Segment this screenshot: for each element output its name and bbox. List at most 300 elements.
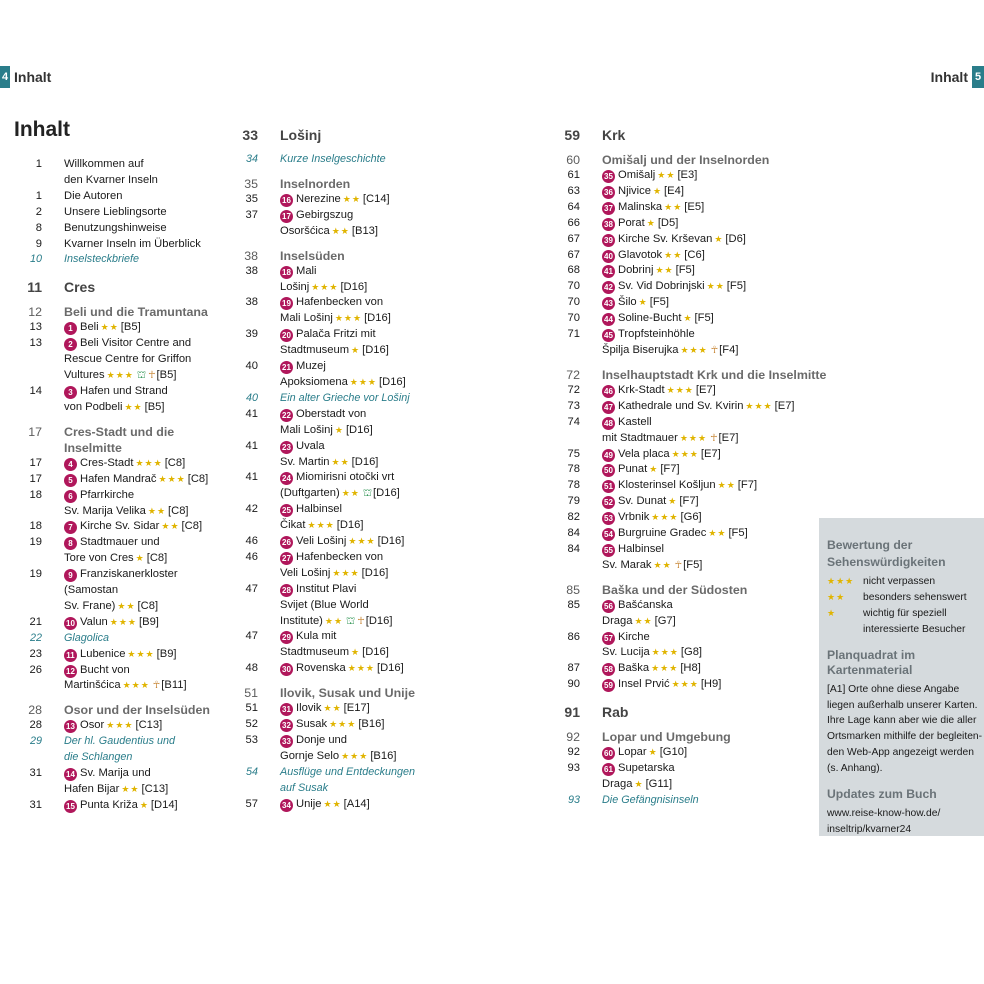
map-grid-ref: [C8] bbox=[181, 520, 203, 533]
toc-page-number-text: 82 bbox=[567, 511, 580, 524]
legend-grid-text: Ihre Lage kann aber wie die aller bbox=[827, 715, 977, 727]
star-rating-icon: ★★ bbox=[664, 249, 683, 260]
star-rating-icon: ★★★ bbox=[666, 384, 694, 395]
toc-entry bbox=[240, 264, 530, 280]
map-grid-ref: [C13] bbox=[141, 783, 169, 795]
entry-label: Dobrinj bbox=[618, 264, 654, 277]
map-grid-ref: [B9] bbox=[156, 647, 177, 660]
entry-label: Bucht von bbox=[80, 663, 130, 676]
toc-page-number-text: 29 bbox=[29, 735, 42, 748]
entry-label: Unsere Lieblingsorte bbox=[64, 205, 167, 218]
star-rating-icon: ★★ bbox=[323, 703, 342, 714]
entry-label: Hafen und Strand bbox=[80, 384, 168, 397]
toc-entry-text bbox=[602, 542, 812, 558]
toc-entry bbox=[24, 157, 224, 173]
toc-entry bbox=[24, 488, 224, 504]
entry-label: mit Stadtmauer bbox=[602, 431, 678, 444]
toc-entry-text bbox=[64, 583, 224, 599]
entry-label: Kurze Inselgeschichte bbox=[280, 153, 386, 165]
toc-entry bbox=[562, 295, 812, 311]
toc-entry bbox=[240, 248, 530, 264]
map-grid-ref: [F5] bbox=[649, 296, 670, 309]
legend-rating-row bbox=[827, 606, 984, 622]
toc-entry bbox=[24, 384, 224, 400]
star-rating-icon: ★★ bbox=[827, 591, 846, 602]
marker-number-icon: 23 bbox=[280, 441, 293, 454]
toc-page-number-text: 79 bbox=[567, 495, 580, 508]
toc-entry-text bbox=[64, 678, 224, 694]
entry-label: Baška bbox=[618, 662, 650, 675]
toc-page-number bbox=[562, 232, 602, 248]
toc-entry bbox=[562, 761, 812, 777]
toc-entry bbox=[24, 205, 224, 221]
toc-page-number bbox=[240, 192, 280, 208]
toc-page-number bbox=[562, 311, 602, 327]
toc-entry bbox=[562, 598, 812, 614]
star-rating-icon: ★★★ bbox=[158, 473, 186, 484]
marker-number-icon: 42 bbox=[602, 281, 615, 294]
entry-label: Vrbnik bbox=[618, 511, 650, 524]
toc-entry-text bbox=[602, 777, 812, 793]
map-grid-ref: [C6] bbox=[684, 248, 705, 261]
star-rating-icon: ★★★ bbox=[651, 647, 679, 658]
toc-page-number bbox=[240, 295, 280, 311]
toc-page-number bbox=[562, 614, 602, 630]
toc-entry bbox=[24, 456, 224, 472]
marker-number-icon: 33 bbox=[280, 735, 293, 748]
toc-page-number-text: 51 bbox=[244, 686, 258, 701]
toc-entry bbox=[240, 192, 530, 208]
kids-icon: ☥ bbox=[710, 432, 718, 444]
toc-entry bbox=[562, 745, 812, 761]
entry-label: Omišalj bbox=[618, 169, 656, 181]
toc-entry bbox=[562, 152, 812, 168]
toc-entry bbox=[240, 701, 530, 717]
toc-page-number-text: 35 bbox=[244, 176, 258, 191]
toc-entry bbox=[240, 518, 530, 534]
toc-page-number-text: 64 bbox=[567, 200, 580, 213]
toc-entry bbox=[240, 582, 530, 598]
entry-label: von Podbeli bbox=[64, 400, 123, 413]
toc-entry bbox=[24, 320, 224, 336]
toc-entry bbox=[240, 661, 530, 677]
entry-label: Inselnorden bbox=[280, 176, 351, 191]
entry-label: Veli Lošinj bbox=[296, 535, 347, 548]
entry-label: Gebirgszug bbox=[296, 208, 354, 221]
toc-page-number bbox=[24, 384, 64, 400]
toc-page-number bbox=[240, 486, 280, 502]
toc-entry-text bbox=[64, 173, 224, 189]
toc-entry bbox=[24, 189, 224, 205]
toc-entry bbox=[240, 717, 530, 733]
toc-page-number bbox=[24, 702, 64, 718]
toc-entry bbox=[240, 645, 530, 661]
toc-page-number bbox=[562, 558, 602, 574]
map-grid-ref: [C8] bbox=[164, 456, 186, 469]
toc-entry bbox=[562, 677, 812, 693]
star-rating-icon: ★ bbox=[648, 747, 658, 758]
entry-label: Sv. Frane) bbox=[64, 599, 116, 612]
toc-page-number-text: 53 bbox=[245, 734, 258, 746]
marker-number-icon: 55 bbox=[602, 544, 615, 557]
toc-page-number-text: 2 bbox=[35, 205, 42, 218]
toc-page-number bbox=[24, 734, 64, 750]
entry-label: Inselsüden bbox=[280, 248, 345, 263]
toc-entry-text bbox=[64, 782, 224, 798]
map-grid-ref: [C8] bbox=[187, 472, 209, 485]
entry-label: Ausflüge und Entdeckungen bbox=[280, 765, 416, 778]
marker-number-icon: 41 bbox=[602, 265, 615, 278]
toc-entry-text bbox=[280, 455, 530, 471]
toc-entry-text bbox=[64, 599, 224, 615]
toc-entry bbox=[240, 749, 530, 765]
toc-page-number-text: 41 bbox=[245, 471, 258, 484]
entry-label: (Samostan bbox=[64, 584, 119, 597]
toc-page-number bbox=[24, 336, 64, 352]
toc-entry-text bbox=[64, 252, 224, 268]
toc-page-number bbox=[240, 391, 280, 407]
toc-page-number-text: 38 bbox=[244, 248, 258, 263]
toc-entry bbox=[240, 797, 530, 813]
marker-number-icon: 52 bbox=[602, 496, 615, 509]
kids-icon: ☥ bbox=[357, 615, 365, 627]
legend-box bbox=[819, 518, 984, 836]
toc-page-number bbox=[24, 400, 64, 416]
toc-entry-text bbox=[64, 647, 224, 663]
entry-label: Veli Lošinj bbox=[280, 566, 331, 579]
map-grid-ref: [C13] bbox=[135, 719, 163, 732]
toc-page-number-text: 18 bbox=[29, 520, 42, 533]
toc-entry bbox=[24, 583, 224, 599]
toc-entry-text bbox=[280, 224, 530, 240]
toc-entry-text bbox=[602, 494, 812, 510]
toc-entry-text bbox=[64, 157, 224, 173]
toc-entry bbox=[24, 352, 224, 368]
toc-entry bbox=[24, 750, 224, 766]
entry-label: Kula mit bbox=[296, 630, 337, 643]
star-rating-icon: ★★ bbox=[708, 528, 727, 539]
toc-page-number bbox=[240, 208, 280, 224]
toc-page-number bbox=[562, 542, 602, 558]
toc-entry bbox=[562, 126, 812, 144]
toc-entry-text bbox=[602, 793, 812, 809]
toc-entry bbox=[240, 439, 530, 455]
toc-entry bbox=[240, 391, 530, 407]
toc-page-number bbox=[562, 677, 602, 693]
toc-entry bbox=[240, 208, 530, 224]
map-grid-ref: [C14] bbox=[362, 192, 390, 205]
toc-entry-text bbox=[280, 645, 530, 661]
toc-page-number bbox=[24, 352, 64, 368]
entry-label: Kathedrale und Sv. Kvirin bbox=[618, 399, 744, 412]
toc-entry-text bbox=[280, 598, 530, 614]
toc-entry bbox=[240, 152, 530, 168]
toc-page-number-text: 75 bbox=[567, 447, 580, 460]
toc-entry-text bbox=[602, 582, 812, 598]
map-grid-ref: [B5] bbox=[120, 321, 141, 334]
entry-label: Ilovik, Susak und Unije bbox=[280, 686, 415, 701]
toc-page-number-text: 52 bbox=[245, 718, 258, 731]
entry-label: Burgruine Gradec bbox=[618, 527, 707, 540]
toc-entry bbox=[24, 173, 224, 189]
toc-entry bbox=[24, 567, 224, 583]
entry-label: Hafenbecken von bbox=[296, 296, 384, 309]
toc-entry-text bbox=[64, 221, 224, 237]
toc-page-number bbox=[24, 718, 64, 734]
toc-entry bbox=[562, 168, 812, 184]
entry-label: Ilovik bbox=[296, 702, 322, 715]
entry-label: Lopar bbox=[618, 746, 647, 759]
toc-page-number-text: 28 bbox=[29, 719, 42, 732]
toc-page-number bbox=[562, 295, 602, 311]
toc-page-number bbox=[240, 423, 280, 439]
toc-entry bbox=[562, 279, 812, 295]
toc-page-number bbox=[240, 645, 280, 661]
toc-page-number bbox=[24, 647, 64, 663]
entry-label: Sv. Marak bbox=[602, 558, 652, 571]
toc-entry-text bbox=[64, 535, 224, 551]
map-grid-ref: [D14] bbox=[150, 798, 178, 811]
kids-icon: ☥ bbox=[674, 559, 683, 571]
entry-label: Lošinj bbox=[280, 280, 310, 293]
toc-entry bbox=[562, 431, 812, 447]
marker-number-icon: 28 bbox=[280, 584, 293, 597]
toc-entry bbox=[562, 248, 812, 264]
marker-number-icon: 12 bbox=[64, 665, 77, 678]
star-rating-icon: ★★★ bbox=[651, 663, 679, 674]
toc-entry-text bbox=[64, 424, 224, 440]
map-grid-ref: [F7] bbox=[660, 463, 680, 476]
toc-page-number bbox=[240, 629, 280, 645]
toc-entry-text bbox=[64, 567, 224, 583]
marker-number-icon: 30 bbox=[280, 663, 293, 676]
star-rating-icon: ★★★ bbox=[334, 313, 363, 324]
entry-label: Malinska bbox=[618, 200, 663, 213]
toc-page-number bbox=[240, 566, 280, 582]
entry-label: Osor und der Inselsüden bbox=[64, 703, 210, 718]
toc-page-number bbox=[24, 488, 64, 504]
kids-icon: ☥ bbox=[152, 680, 161, 692]
toc-entry-text bbox=[602, 383, 812, 399]
map-grid-ref: [B9] bbox=[139, 615, 159, 628]
toc-entry-text bbox=[280, 486, 530, 502]
marker-number-icon: 8 bbox=[64, 537, 77, 550]
toc-entry-text bbox=[280, 375, 530, 391]
toc-entry bbox=[240, 733, 530, 749]
entry-label: Punat bbox=[618, 463, 648, 476]
toc-entry-text bbox=[280, 502, 530, 518]
entry-label: Osor bbox=[80, 719, 105, 732]
toc-entry bbox=[562, 462, 812, 478]
legend-rating-title: Bewertung der bbox=[827, 538, 913, 552]
entry-label: Kirche Sv. Krševan bbox=[618, 232, 713, 245]
toc-entry-text bbox=[602, 645, 812, 661]
star-rating-icon: ★ bbox=[649, 464, 659, 475]
toc-entry bbox=[24, 519, 224, 535]
toc-entry-text bbox=[64, 456, 224, 472]
toc-page-number bbox=[562, 263, 602, 279]
marker-number-icon: 1 bbox=[64, 322, 77, 335]
entry-label: Nerezine bbox=[296, 192, 341, 205]
toc-page-number-text: 85 bbox=[567, 598, 580, 611]
marker-number-icon: 53 bbox=[602, 512, 615, 525]
toc-page-number bbox=[562, 478, 602, 494]
toc-entry bbox=[24, 718, 224, 734]
legend-rating-text: besonders sehenswert bbox=[863, 591, 967, 603]
toc-entry bbox=[240, 470, 530, 486]
toc-entry bbox=[24, 599, 224, 615]
star-rating-icon: ★★ bbox=[323, 798, 342, 809]
legend-grid-text: [A1] Orte ohne diese Angabe bbox=[827, 683, 960, 695]
toc-page-number bbox=[24, 189, 64, 205]
toc-entry-text bbox=[280, 176, 530, 192]
toc-page-number-text: 18 bbox=[29, 488, 42, 501]
toc-page-number-text: 84 bbox=[567, 542, 580, 555]
toc-page-number bbox=[240, 327, 280, 343]
star-rating-icon: ★★ bbox=[147, 505, 167, 516]
toc-entry bbox=[562, 184, 812, 200]
marker-number-icon: 11 bbox=[64, 649, 77, 662]
map-grid-ref: [B13] bbox=[351, 224, 378, 237]
entry-label: Die Gefängnisinseln bbox=[602, 793, 699, 806]
toc-page-number bbox=[24, 320, 64, 336]
toc-entry bbox=[240, 781, 530, 797]
toc-page-number bbox=[240, 126, 280, 144]
marker-number-icon: 56 bbox=[602, 600, 615, 613]
star-rating-icon: ★★★ bbox=[349, 376, 378, 387]
toc-page-number bbox=[24, 456, 64, 472]
toc-entry-text bbox=[602, 703, 812, 721]
toc-page-number bbox=[240, 749, 280, 765]
toc-page-number-text: 22 bbox=[29, 631, 42, 644]
toc-page-number bbox=[24, 782, 64, 798]
toc-page-number bbox=[240, 598, 280, 614]
toc-entry-text bbox=[64, 336, 224, 352]
marker-number-icon: 32 bbox=[280, 719, 293, 732]
toc-entry-text bbox=[280, 614, 530, 630]
toc-entry bbox=[240, 375, 530, 391]
toc-entry-text bbox=[280, 391, 530, 407]
toc-page-number-text: 78 bbox=[567, 479, 580, 492]
toc-entry bbox=[562, 447, 812, 463]
toc-page-number bbox=[562, 645, 602, 661]
toc-page-number-text: 68 bbox=[567, 264, 580, 277]
marker-number-icon: 43 bbox=[602, 297, 615, 310]
star-rating-icon: ★★ bbox=[100, 322, 119, 333]
entry-label: Oberstadt von bbox=[296, 407, 367, 420]
entry-label: Uvala bbox=[296, 439, 325, 452]
toc-page-number-text: 59 bbox=[564, 127, 580, 143]
toc-entry-text bbox=[64, 702, 224, 718]
toc-entry bbox=[562, 793, 812, 809]
toc-entry-text bbox=[280, 248, 530, 264]
toc-page-number-text: 85 bbox=[566, 582, 580, 597]
entry-label: Krk-Stadt bbox=[618, 383, 665, 396]
toc-entry bbox=[24, 535, 224, 551]
toc-page-number bbox=[240, 781, 280, 797]
toc-page-number-text: 39 bbox=[245, 328, 258, 341]
toc-entry-text bbox=[64, 237, 224, 253]
toc-page-number-text: 71 bbox=[567, 328, 580, 341]
star-rating-icon: ★★★ bbox=[745, 400, 773, 411]
marker-number-icon: 50 bbox=[602, 464, 615, 477]
toc-page-number bbox=[562, 793, 602, 809]
toc-entry bbox=[240, 629, 530, 645]
toc-page-number-text: 72 bbox=[567, 383, 580, 396]
toc-entry-text bbox=[602, 263, 812, 279]
toc-page-number bbox=[24, 504, 64, 520]
toc-page-number bbox=[24, 304, 64, 320]
star-rating-icon: ★ bbox=[683, 313, 693, 324]
toc-entry bbox=[562, 415, 812, 431]
toc-entry bbox=[240, 550, 530, 566]
map-grid-ref: [E7] bbox=[695, 383, 716, 396]
toc-page-number-text: 31 bbox=[29, 798, 42, 811]
legend-rating-text: interessierte Besucher bbox=[863, 623, 966, 635]
toc-page-number bbox=[562, 777, 602, 793]
toc-entry bbox=[240, 311, 530, 327]
map-grid-ref: [D16] bbox=[340, 280, 368, 293]
entry-label: Cres-Stadt bbox=[80, 456, 134, 469]
star-rating-icon: ★★★ bbox=[106, 370, 134, 381]
toc-entry bbox=[562, 343, 812, 359]
toc-entry-text bbox=[280, 518, 530, 534]
entry-label: den Kvarner Inseln bbox=[64, 173, 158, 186]
toc-entry bbox=[562, 311, 812, 327]
star-rating-icon: ★★★ bbox=[671, 448, 699, 459]
toc-entry-text bbox=[64, 205, 224, 221]
map-grid-ref: [D16] bbox=[373, 487, 400, 500]
page-title: Inhalt bbox=[14, 118, 70, 141]
toc-page-number-text: 11 bbox=[27, 279, 42, 296]
toc-entry-text bbox=[64, 384, 224, 400]
toc-page-number-text: 17 bbox=[29, 472, 42, 485]
toc-entry bbox=[240, 614, 530, 630]
toc-entry-text bbox=[280, 343, 530, 359]
toc-page-number-text: 78 bbox=[567, 463, 580, 476]
toc-page-number-text: 93 bbox=[567, 762, 580, 775]
map-grid-ref: [H9] bbox=[700, 678, 722, 691]
entry-label: Kirche bbox=[618, 630, 650, 643]
star-rating-icon: ★★ bbox=[657, 170, 676, 180]
toc-page-number-text: 1 bbox=[35, 158, 42, 170]
toc-entry bbox=[240, 598, 530, 614]
toc-entry bbox=[24, 424, 224, 440]
entry-label: Muzej bbox=[296, 360, 326, 373]
toc-entry-text bbox=[64, 631, 224, 647]
toc-page-number bbox=[240, 534, 280, 550]
toc-entry bbox=[240, 423, 530, 439]
entry-label: Svijet (Blue World bbox=[280, 598, 369, 611]
marker-number-icon: 49 bbox=[602, 449, 615, 462]
marker-number-icon: 46 bbox=[602, 385, 615, 398]
toc-page-number-text: 9 bbox=[35, 237, 42, 250]
toc-entry-text bbox=[64, 440, 224, 456]
star-rating-icon: ★★ bbox=[342, 193, 361, 204]
toc-page-number bbox=[240, 502, 280, 518]
toc-page-number-text: 91 bbox=[564, 704, 580, 721]
toc-page-number-text: 28 bbox=[28, 703, 42, 718]
toc-entry bbox=[562, 367, 827, 383]
toc-page-number-text: 67 bbox=[567, 232, 580, 245]
toc-page-number-text: 73 bbox=[567, 399, 580, 412]
map-grid-ref: [E7] bbox=[718, 431, 739, 444]
entry-label: Lubenice bbox=[80, 647, 126, 660]
map-grid-ref: [D16] bbox=[351, 455, 379, 468]
toc-page-number-text: 13 bbox=[29, 337, 42, 350]
toc-page-number bbox=[240, 701, 280, 717]
legend-grid-text: Ortsmarken mithilfe der begleiten- bbox=[827, 731, 983, 743]
